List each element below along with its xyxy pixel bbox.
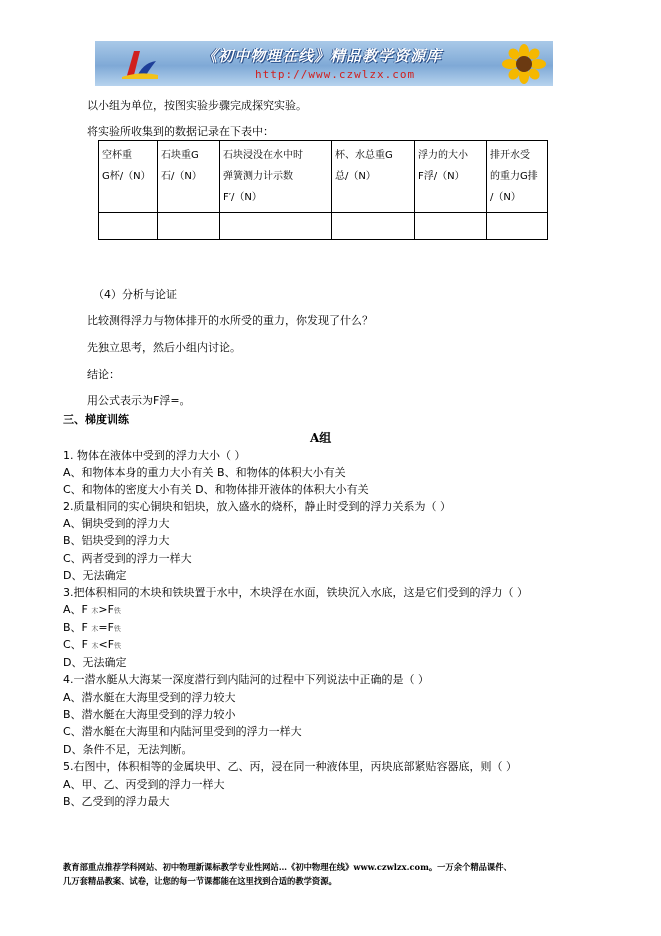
site-logo-icon	[120, 45, 160, 83]
question-line: A、铜块受到的浮力大	[63, 517, 170, 530]
group-title: A组	[310, 431, 332, 445]
option-subscript: 铁	[113, 607, 121, 615]
table-input-cell[interactable]	[415, 213, 487, 240]
header-text: 石块浸没在水中时	[223, 150, 303, 161]
table-input-cell[interactable]	[99, 213, 158, 240]
header-text: 的重力G排	[490, 171, 538, 182]
option-subscript: 铁	[114, 642, 122, 650]
header-cell-spring-reading	[220, 141, 332, 213]
option-subscript: 木	[91, 625, 99, 633]
question-line: 3.把体积相同的木块和铁块置于水中，木块浮在水面，铁块沉入水底，这是它们受到的浮力（ ）	[63, 586, 528, 599]
header-text: 弹簧测力计示数	[223, 171, 293, 182]
table-input-cell[interactable]	[220, 213, 332, 240]
section-title: 三、梯度训练	[63, 413, 129, 426]
question-line: A、甲、乙、丙受到的浮力一样大	[63, 778, 225, 791]
question-line: D、条件不足，无法判断。	[63, 743, 193, 756]
header-text: G杯/（N）	[102, 171, 151, 182]
footer-line-2: 几万套精品教案、试卷，让您的每一节课都能在这里找到合适的教学资源。	[63, 876, 337, 886]
header-text: F′/（N）	[223, 192, 262, 203]
analysis-heading: （4）分析与论证	[93, 288, 177, 301]
header-text: 总/（N）	[335, 171, 376, 182]
banner-title: 《初中物理在线》精品教学资源库	[202, 47, 443, 65]
table-input-cell[interactable]	[158, 213, 220, 240]
option-subscript: 木	[91, 607, 99, 615]
table-input-cell[interactable]	[332, 213, 415, 240]
option-text: A、F	[63, 603, 92, 616]
header-cell-buoyancy	[415, 141, 487, 213]
q3-option-b	[63, 621, 121, 636]
analysis-line-2: 先独立思考，然后小组内讨论。	[87, 341, 241, 354]
q3-option-c	[63, 638, 121, 653]
sunflower-icon	[501, 44, 547, 84]
table-header-row	[99, 141, 548, 213]
header-text: /（N）	[490, 192, 521, 203]
header-cell-cup-weight	[99, 141, 158, 213]
formula-line: 用公式表示为F浮=。	[87, 394, 191, 407]
footer-line-1: 教育部重点推荐学科网站、初中物理新课标教学专业性网站…《初中物理在线》www.czwlzx.com。一万余个精品课件、	[63, 862, 512, 872]
option-text: B、F	[63, 621, 92, 634]
header-text: 浮力的大小	[418, 150, 468, 161]
question-line: C、两者受到的浮力一样大	[63, 552, 192, 565]
option-text: <F	[98, 638, 115, 651]
question-line: 5.右图中，体积相等的金属块甲、乙、丙，浸在同一种液体里，丙块底部紧贴容器底，则（ ）	[63, 760, 517, 773]
question-line: D、无法确定	[63, 569, 127, 582]
header-cell-stone-weight	[158, 141, 220, 213]
q3-option-a	[63, 603, 121, 618]
analysis-line-1: 比较测得浮力与物体排开的水所受的重力，你发现了什么？	[87, 314, 373, 327]
question-line: A、潜水艇在大海里受到的浮力较大	[63, 691, 236, 704]
option-text: >F	[98, 603, 114, 616]
option-text: C、F	[63, 638, 92, 651]
table-input-cell[interactable]	[487, 213, 548, 240]
data-record-table	[98, 140, 548, 240]
header-text: 杯、水总重G	[335, 150, 393, 161]
question-line: 2.质量相同的实心铜块和铝块，放入盛水的烧杯，静止时受到的浮力关系为（ ）	[63, 500, 451, 513]
banner-url: http://www.czwlzx.com	[255, 68, 416, 81]
option-subscript: 木	[91, 642, 99, 650]
intro-line-1: 以小组为单位，按图实验步骤完成探究实验。	[87, 99, 307, 112]
question-line: 1. 物体在液体中受到的浮力大小（ ）	[63, 449, 246, 462]
header-banner	[95, 41, 553, 86]
page-footer	[63, 860, 623, 888]
header-cell-displaced-weight	[487, 141, 548, 213]
question-line: 4.一潜水艇从大海某一深度潜行到内陆河的过程中下列说法中正确的是（ ）	[63, 673, 429, 686]
question-line: B、乙受到的浮力最大	[63, 795, 170, 808]
question-line: D、无法确定	[63, 656, 127, 669]
header-text: 排开水受	[490, 150, 530, 161]
table-row	[99, 213, 548, 240]
question-line: A、和物体本身的重力大小有关 B、和物体的体积大小有关	[63, 466, 346, 479]
question-line: C、潜水艇在大海里和内陆河里受到的浮力一样大	[63, 725, 302, 738]
header-text: 石/（N）	[161, 171, 202, 182]
question-line: C、和物体的密度大小有关 D、和物体排开液体的体积大小有关	[63, 483, 369, 496]
header-cell-total-weight	[332, 141, 415, 213]
header-text: 石块重G	[161, 150, 199, 161]
option-text: =F	[98, 621, 114, 634]
question-line: B、铝块受到的浮力大	[63, 534, 170, 547]
question-line: B、潜水艇在大海里受到的浮力较小	[63, 708, 236, 721]
option-subscript: 铁	[113, 625, 121, 633]
header-text: F浮/（N）	[418, 171, 465, 182]
header-text: 空杯重	[102, 150, 132, 161]
conclusion-label: 结论：	[87, 368, 120, 381]
intro-line-2: 将实验所收集到的数据记录在下表中：	[87, 125, 274, 138]
